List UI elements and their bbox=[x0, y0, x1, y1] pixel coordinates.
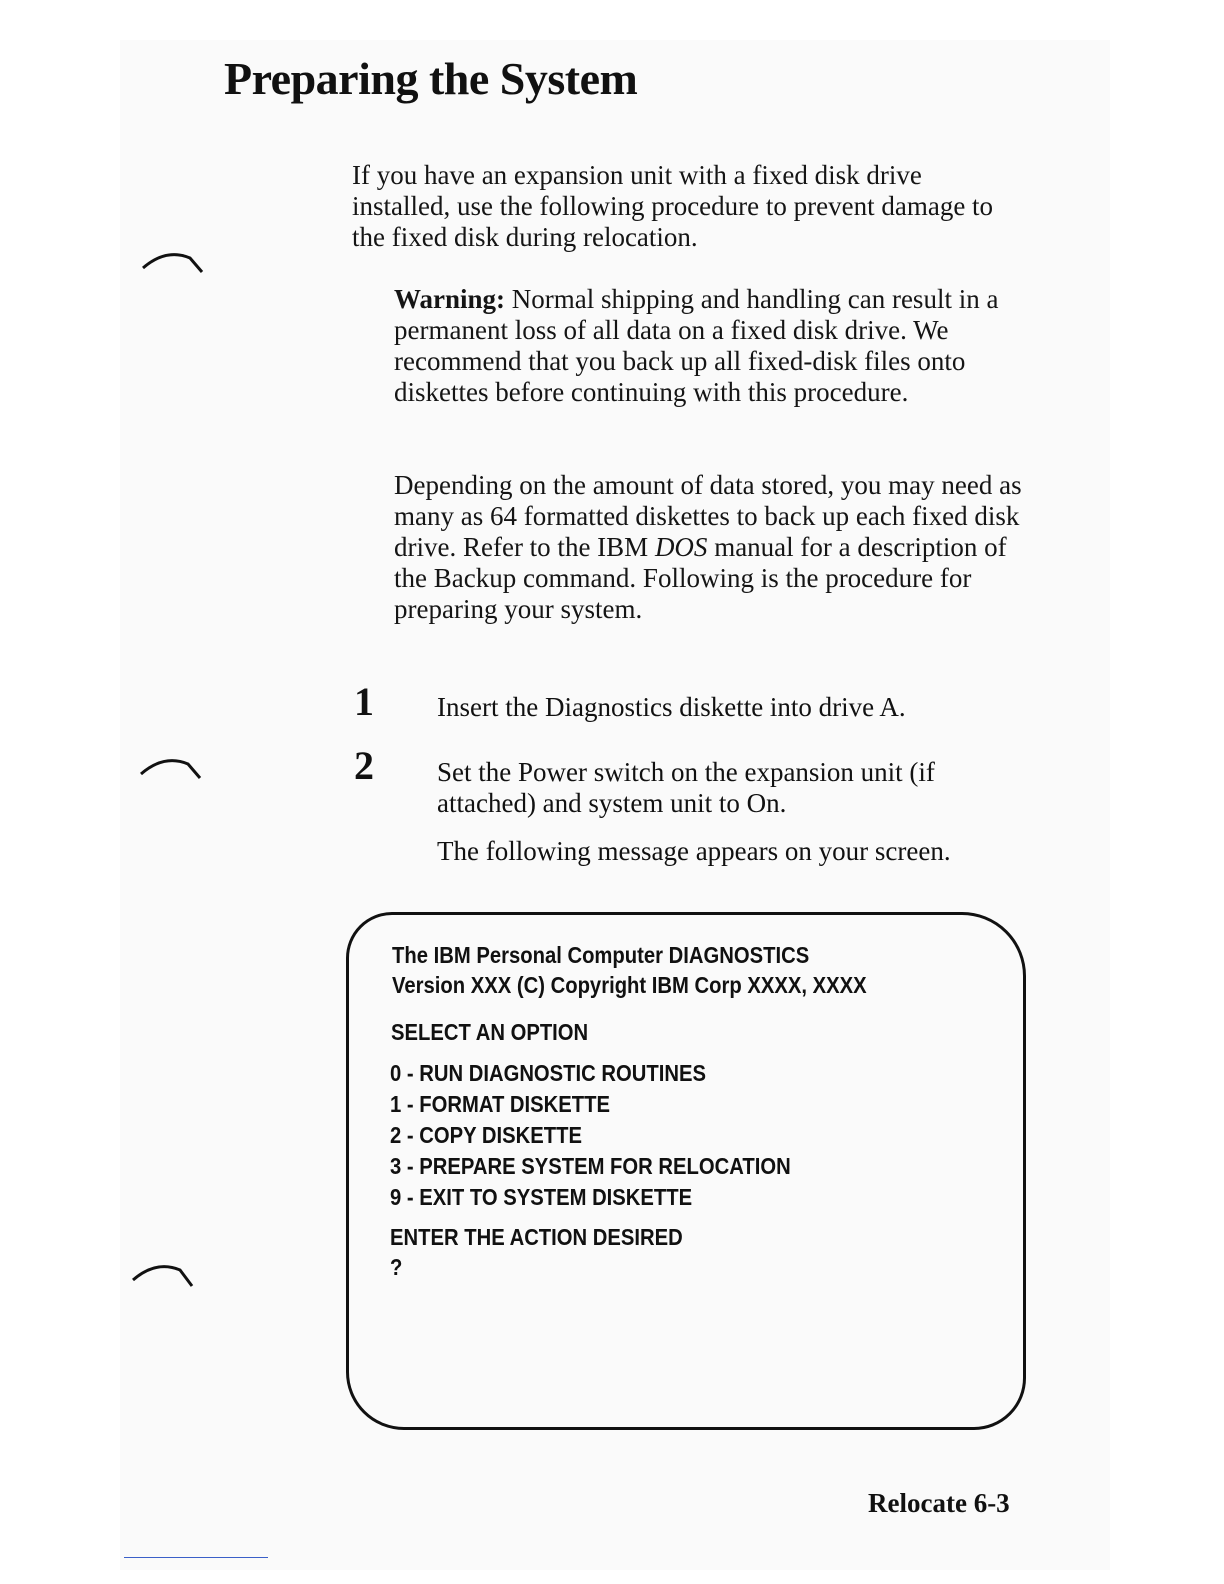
binder-hole-mark-bottom bbox=[130, 1258, 196, 1290]
warning-label: Warning: bbox=[394, 284, 506, 314]
backup-text-start: Depending on the amount of data stored, you may need as many as 64 formatted diskettes to back up each fixed disk drive. Refer to the IBM bbox=[394, 470, 1022, 562]
screen-title-line: The IBM Personal Computer DIAGNOSTICS bbox=[392, 942, 810, 968]
binder-hole-mark-middle bbox=[138, 752, 204, 780]
warning-paragraph bbox=[394, 284, 1034, 408]
binder-hole-mark-top bbox=[140, 246, 206, 274]
screen-cursor: ? bbox=[390, 1254, 403, 1280]
step-2-number: 2 bbox=[354, 743, 374, 788]
screen-option-0: 0 - RUN DIAGNOSTIC ROUTINES bbox=[390, 1060, 706, 1086]
screen-option-3: 3 - PREPARE SYSTEM FOR RELOCATION bbox=[390, 1153, 791, 1179]
screen-action-prompt: ENTER THE ACTION DESIRED bbox=[390, 1224, 683, 1250]
screen-version-line: Version XXX (C) Copyright IBM Corp XXXX, XXXX bbox=[392, 972, 867, 998]
step-1-text: Insert the Diagnostics diskette into drive A. bbox=[437, 692, 906, 722]
page-footer: Relocate 6-3 bbox=[868, 1488, 1010, 1518]
step-2-note: The following message appears on your screen. bbox=[437, 836, 951, 866]
page-title: Preparing the System bbox=[224, 53, 638, 104]
backup-paragraph bbox=[394, 470, 1034, 625]
screen-select-prompt: SELECT AN OPTION bbox=[391, 1019, 589, 1045]
screen-option-2: 2 - COPY DISKETTE bbox=[390, 1122, 582, 1148]
backup-text-end: manual for a description of the Backup command. Following is the procedure for preparing your system. bbox=[394, 532, 1007, 624]
warning-text: Normal shipping and handling can result in a permanent loss of all data on a fixed disk drive. We recommend that you back up all fixed-disk files onto diskettes before continuing with this procedure. bbox=[394, 284, 999, 407]
step-1-number: 1 bbox=[354, 679, 374, 724]
screen-option-9: 9 - EXIT TO SYSTEM DISKETTE bbox=[390, 1184, 693, 1210]
dos-manual-name: DOS bbox=[654, 532, 708, 562]
intro-paragraph: If you have an expansion unit with a fixed disk drive installed, use the following procedure to prevent damage to the fixed disk during relocation. bbox=[352, 160, 994, 252]
screen-option-1: 1 - FORMAT DISKETTE bbox=[390, 1091, 611, 1117]
bottom-rule bbox=[124, 1557, 268, 1558]
step-2-text: Set the Power switch on the expansion unit (if attached) and system unit to On. bbox=[437, 757, 935, 818]
